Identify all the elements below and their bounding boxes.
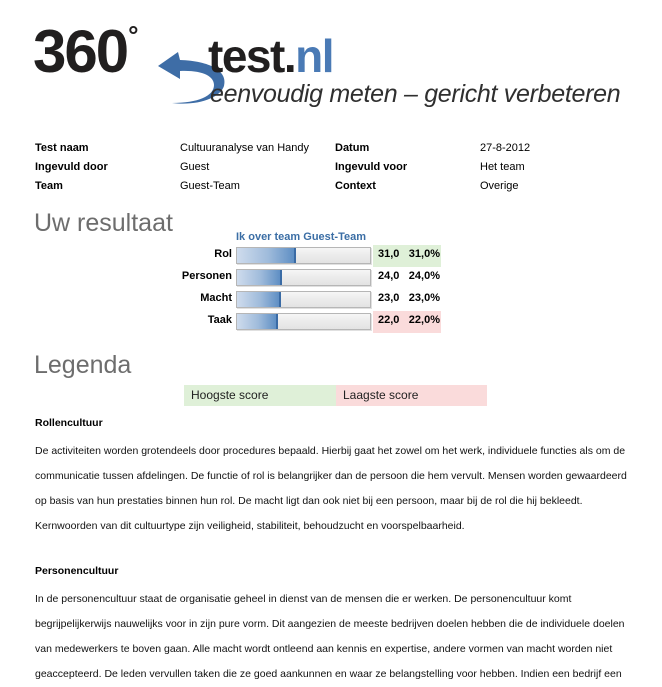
info-label-test-naam: Test naam xyxy=(35,142,89,154)
page-title-result: Uw resultaat xyxy=(34,209,173,237)
info-label-team: Team xyxy=(35,180,63,192)
culture-descriptions xyxy=(35,417,627,687)
table-row xyxy=(35,142,615,161)
logo-tld: nl xyxy=(295,30,333,82)
chart-row-value: 22,0 xyxy=(378,314,400,326)
logo-360-text xyxy=(33,18,137,85)
logo-tagline: eenvoudig meten – gericht verbeteren xyxy=(210,80,621,108)
block-spacer xyxy=(35,539,627,565)
chart-row-label: Personen xyxy=(181,270,232,282)
chart-row-label: Rol xyxy=(214,248,232,260)
logo-number: 360 xyxy=(33,18,128,85)
culture-paragraph: De activiteiten worden grotendeels door procedures bepaald. Hierbij gaat het zowel om het werk, individuele functies als om de communicatie tussen afdelingen. De functie of rol is belangrijker dan de persoon die hem vervult. Mensen worden gewaardeerd op basis van hun prestaties binnen hun rol. De macht ligt dan ook niet bij een persoon, maar bij de rol die hij bekleedt. Kernwoorden van dit cultuurtype zijn veiligheid, stabiliteit, behoudzucht en voorspelbaarheid. xyxy=(35,445,627,532)
table-row xyxy=(35,161,615,180)
info-label-context: Context xyxy=(335,180,376,192)
info-label-datum: Datum xyxy=(335,142,370,154)
chart-bar-track xyxy=(236,313,371,330)
info-value-datum: 27-8-2012 xyxy=(480,142,531,154)
culture-heading: Personencultuur xyxy=(35,565,119,577)
chart-row-value: 31,0 xyxy=(378,248,400,260)
info-value-ingevuld-voor: Het team xyxy=(480,161,525,173)
chart-row-percent: 22,0% xyxy=(408,314,440,326)
logo-word: test xyxy=(208,30,284,82)
logo-wordmark xyxy=(208,32,333,80)
chart-bar-fill xyxy=(237,248,296,263)
info-value-test-naam: Cultuuranalyse van Handy xyxy=(180,142,310,154)
page-header xyxy=(0,0,662,118)
chart-bar-track xyxy=(236,247,371,264)
info-value-ingevuld-door: Guest xyxy=(180,161,210,173)
chart-bar-track xyxy=(236,291,371,308)
chart-row-label: Macht xyxy=(200,292,232,304)
legend-highest-score: Hoogste score xyxy=(184,385,336,406)
chart-bar-fill xyxy=(237,292,281,307)
table-row xyxy=(35,180,615,199)
legend-lowest-score: Laagste score xyxy=(336,385,487,406)
chart-row-value: 23,0 xyxy=(378,292,400,304)
culture-paragraph: In de personencultuur staat de organisatie geheel in dienst van de mensen die er werken. De personencultuur komt begrijpelijkerwijs nauwelijks voor in zijn pure vorm. Dit aangezien de meeste bedrijven doelen hebben die de individuele doelen van medewerkers te boven gaan. Alle macht wordt ontleend aan kennis en expertise, andere vormen van macht worden niet geaccepteerd. De leden vervullen taken die ze goed aankunnen en waar ze belangstelling voor hebben. Indien een bedrijf een xyxy=(35,593,625,680)
chart-row-value: 24,0 xyxy=(378,270,400,282)
test-info-table xyxy=(35,142,615,199)
chart-bar-track xyxy=(236,269,371,286)
test-info-body xyxy=(35,142,615,199)
chart-bar-fill xyxy=(237,314,278,329)
chart-title: Ik over team Guest-Team xyxy=(236,231,367,243)
info-label-ingevuld-voor: Ingevuld voor xyxy=(335,161,408,173)
info-value-team: Guest-Team xyxy=(180,180,240,192)
chart-row-percent: 24,0% xyxy=(408,270,440,282)
chart-row-percent: 23,0% xyxy=(408,292,440,304)
info-label-ingevuld-door: Ingevuld door xyxy=(35,161,108,173)
logo-dot: . xyxy=(283,30,296,82)
chart-row-percent: 31,0% xyxy=(408,248,440,260)
chart-row-label: Taak xyxy=(207,314,232,326)
degree-symbol-icon: ° xyxy=(128,20,137,50)
culture-heading: Rollencultuur xyxy=(35,417,103,429)
chart-bar-fill xyxy=(237,270,282,285)
legend-strip xyxy=(184,385,487,406)
page-title-legend: Legenda xyxy=(34,351,132,379)
info-value-context: Overige xyxy=(480,180,519,192)
